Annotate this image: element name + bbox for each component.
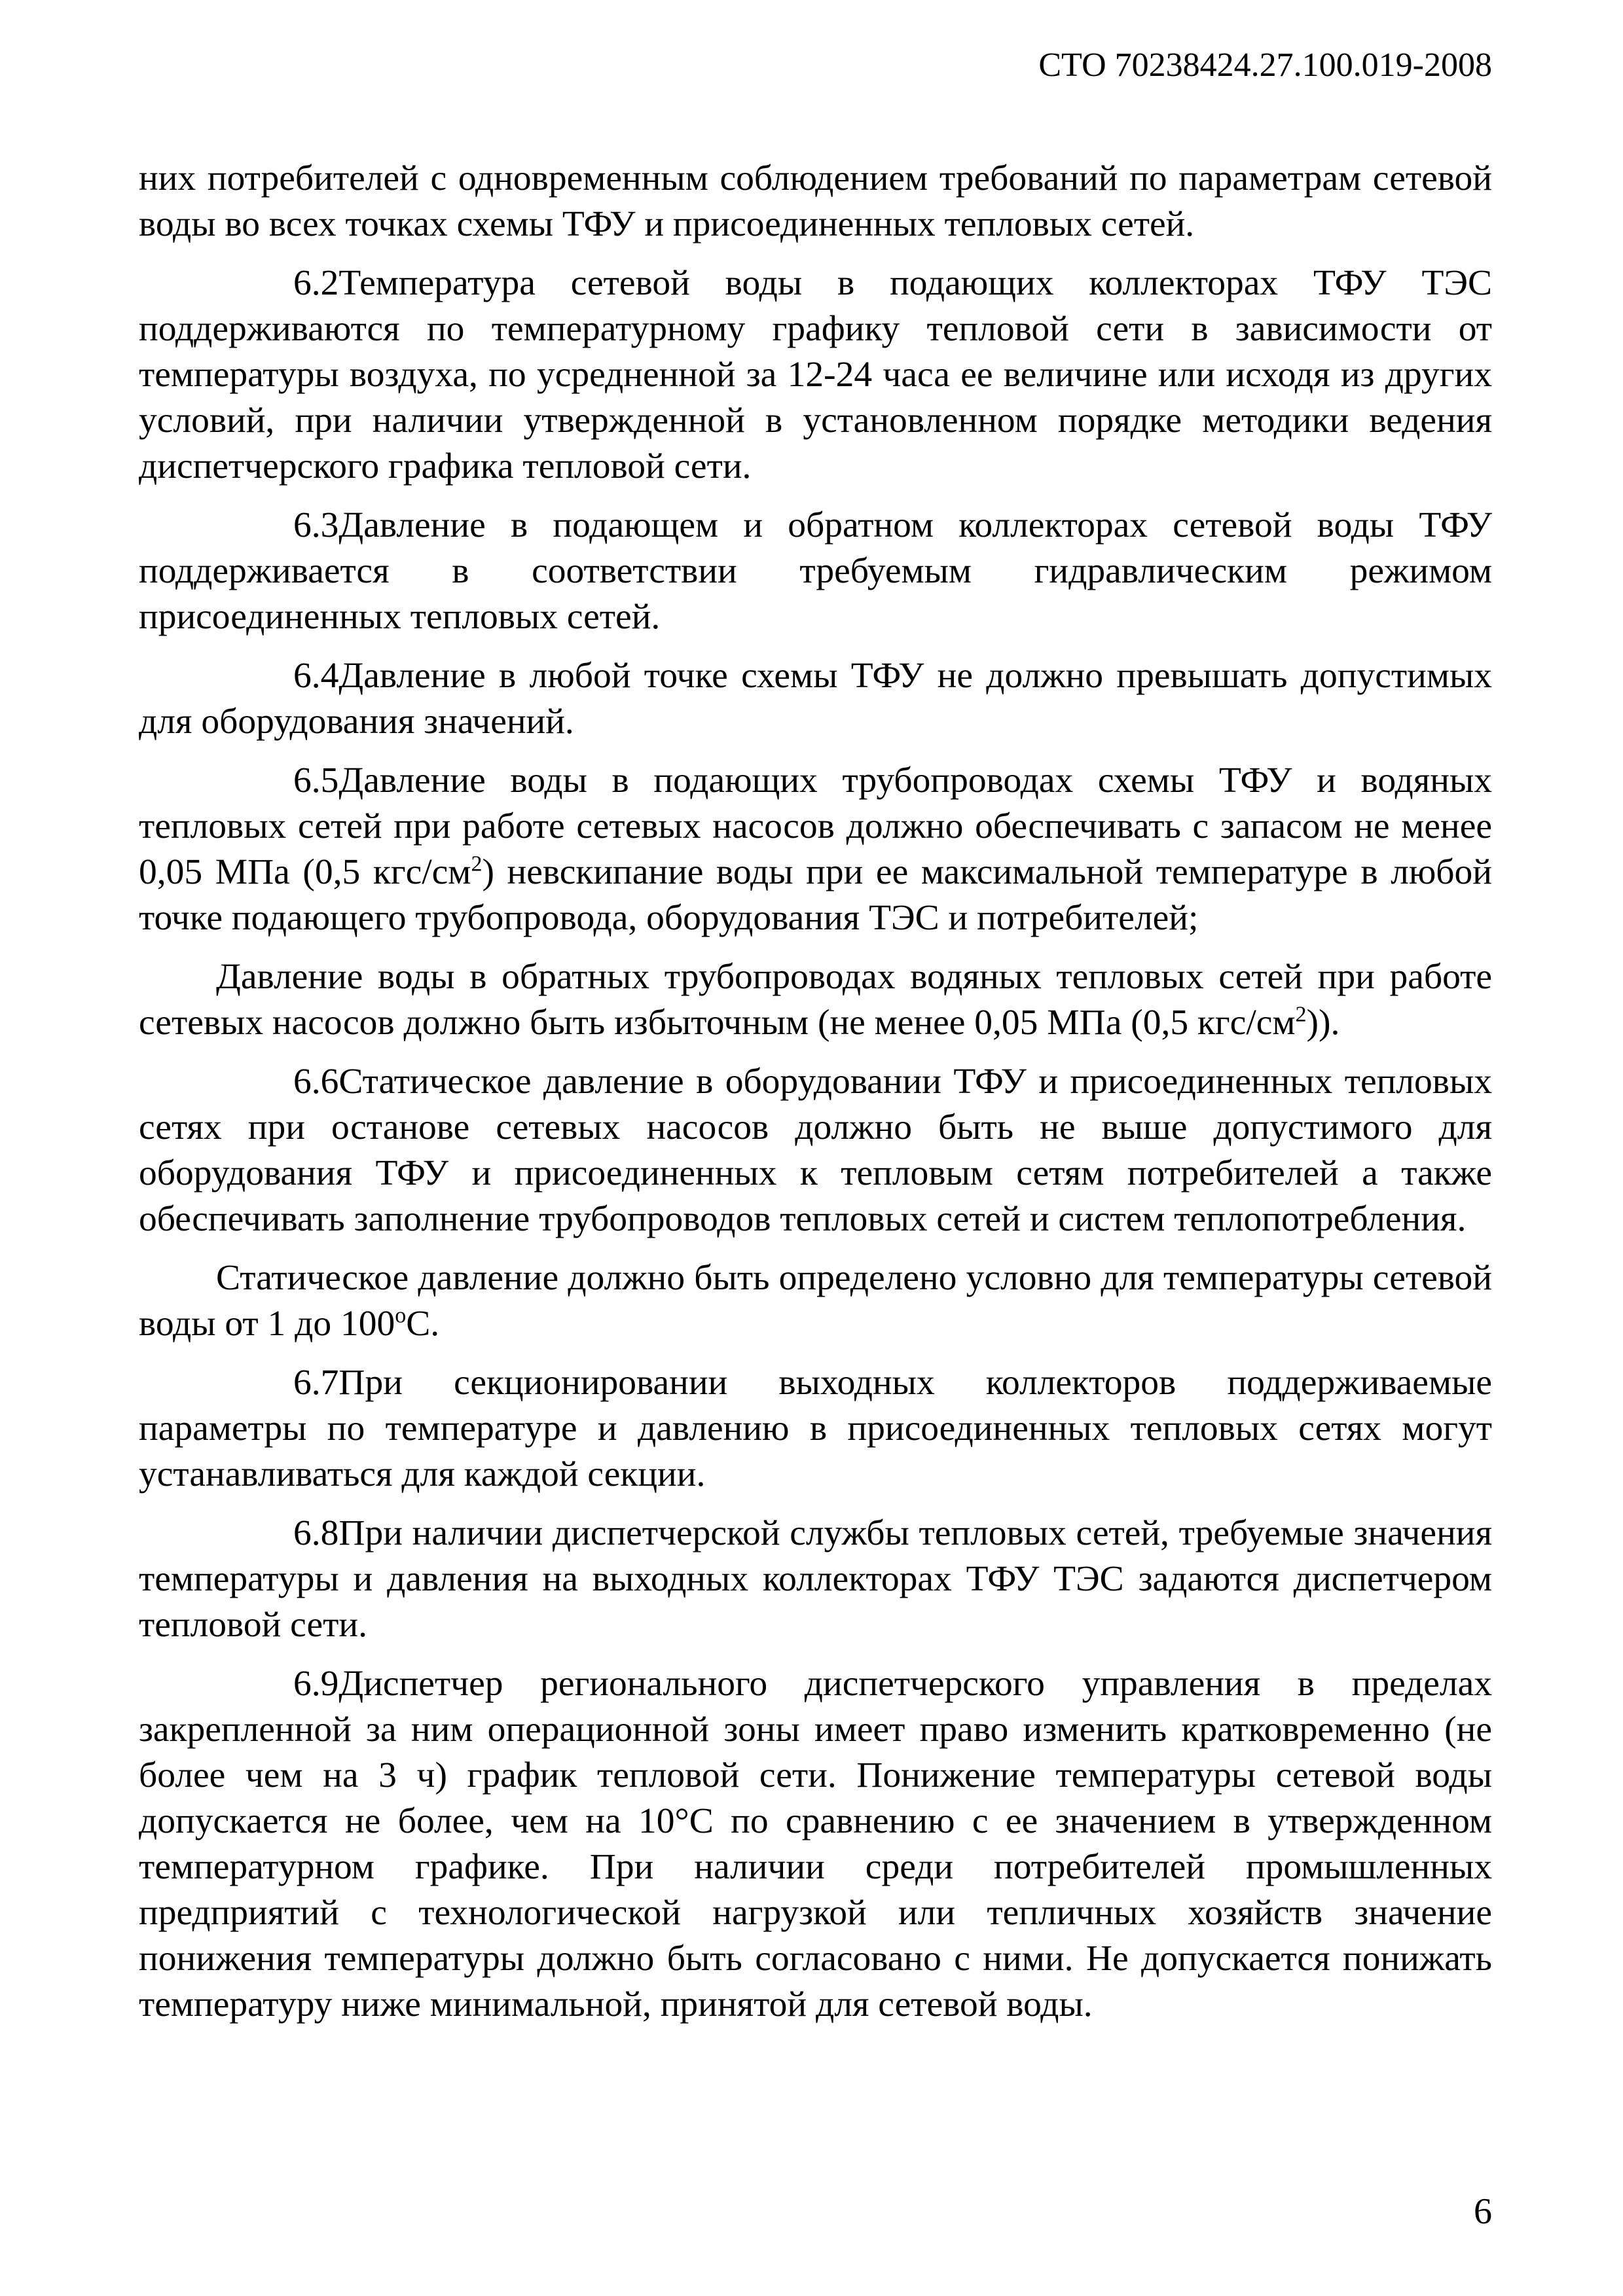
paragraph-6-8 (139, 1511, 1492, 1648)
paragraph-text: Давление воды в обратных трубопроводах водяных тепловых сетей при работе сетевых насосов должно быть избыточным (не менее 0,05 МПа (0,5 кгс/см (139, 957, 1492, 1043)
paragraph-number: 6.3 (293, 505, 339, 545)
paragraph-text-tail: ) невскипание воды при ее максимальной температуре в любой точке подающего трубопровода, оборудования ТЭС и потребителей; (139, 852, 1492, 938)
page-number: 6 (1474, 2191, 1492, 2232)
superscript: o (395, 1303, 407, 1328)
paragraph-text: При наличии диспетчерской службы тепловых сетей, требуемые значения температуры и давления на выходных коллекторах ТФУ ТЭС задаются диспетчером тепловой сети. (139, 1513, 1492, 1645)
paragraph-text: Статическое давление должно быть определено условно для температуры сетевой воды от 1 до 100 (139, 1258, 1492, 1344)
paragraph-return-pressure (139, 954, 1492, 1046)
paragraph-text: Давление в любой точке схемы ТФУ не должно превышать допустимых для оборудования значений. (139, 656, 1492, 742)
paragraph-continuation (139, 156, 1492, 247)
paragraph-static-pressure (139, 1255, 1492, 1347)
superscript: 2 (1295, 1002, 1307, 1027)
paragraph-number: 6.4 (293, 656, 339, 696)
paragraph-number: 6.6 (293, 1062, 339, 1102)
paragraph-6-7 (139, 1360, 1492, 1498)
paragraph-text: При секционировании выходных коллекторов поддерживаемые параметры по температуре и давлению в присоединенных тепловых сетях могут устанавливаться для каждой секции. (139, 1363, 1492, 1494)
paragraph-text-tail: С. (406, 1304, 440, 1344)
document-body (139, 156, 1492, 2041)
paragraph-text: Статическое давление в оборудовании ТФУ и присоединенных тепловых сетях при останове сетевых насосов должно быть не выше допустимого для оборудования ТФУ и присоединенных к тепловым сетям потребителей а также обеспечивать заполнение трубопроводов тепловых сетей и систем теплопотребления. (139, 1062, 1492, 1239)
paragraph-text: Диспетчер регионального диспетчерского управления в пределах закрепленной за ним операционной зоны имеет право изменить кратковременно (не более чем на 3 ч) график тепловой сети. Понижение температуры сетевой воды допускается не более, чем на 10°С по сравнению с ее значением в утвержденном температурном графике. При наличии среди потребителей промышленных предприятий с технологической нагрузкой или тепличных хозяйств значение понижения температуры должно быть согласовано с ними. Не допускается понижать температуру ниже минимальной, принятой для сетевой воды. (139, 1664, 1492, 2024)
paragraph-6-5 (139, 758, 1492, 941)
paragraph-number: 6.7 (293, 1363, 339, 1403)
paragraph-text: них потребителей с одновременным соблюдением требований по параметрам сетевой воды во всех точках схемы ТФУ и присоединенных тепловых сетей. (139, 158, 1492, 244)
paragraph-number: 6.5 (293, 761, 339, 800)
paragraph-6-4 (139, 653, 1492, 745)
paragraph-text: Давление в подающем и обратном коллекторах сетевой воды ТФУ поддерживается в соответствии требуемым гидравлическим режимом присоединенных тепловых сетей. (139, 505, 1492, 637)
paragraph-number: 6.8 (293, 1513, 339, 1553)
document-code-header: СТО 70238424.27.100.019-2008 (1038, 46, 1492, 84)
paragraph-text: Давление воды в подающих трубопроводах схемы ТФУ и водяных тепловых сетей при работе сетевых насосов должно обеспечивать с запасом не менее 0,05 МПа (0,5 кгс/см (139, 761, 1492, 892)
superscript: 2 (471, 852, 483, 876)
paragraph-6-6 (139, 1059, 1492, 1242)
paragraph-number: 6.2 (293, 263, 339, 303)
paragraph-text-tail: )). (1306, 1003, 1340, 1043)
paragraph-6-9 (139, 1661, 1492, 2028)
paragraph-number: 6.9 (293, 1664, 339, 1704)
paragraph-6-2 (139, 260, 1492, 490)
paragraph-6-3 (139, 503, 1492, 640)
paragraph-text: Температура сетевой воды в подающих коллекторах ТФУ ТЭС поддерживаются по температурному графику тепловой сети в зависимости от температуры воздуха, по усредненной за 12-24 часа ее величине или исходя из других условий, при наличии утвержденной в установленном порядке методики ведения диспетчерского графика тепловой сети. (139, 263, 1492, 486)
